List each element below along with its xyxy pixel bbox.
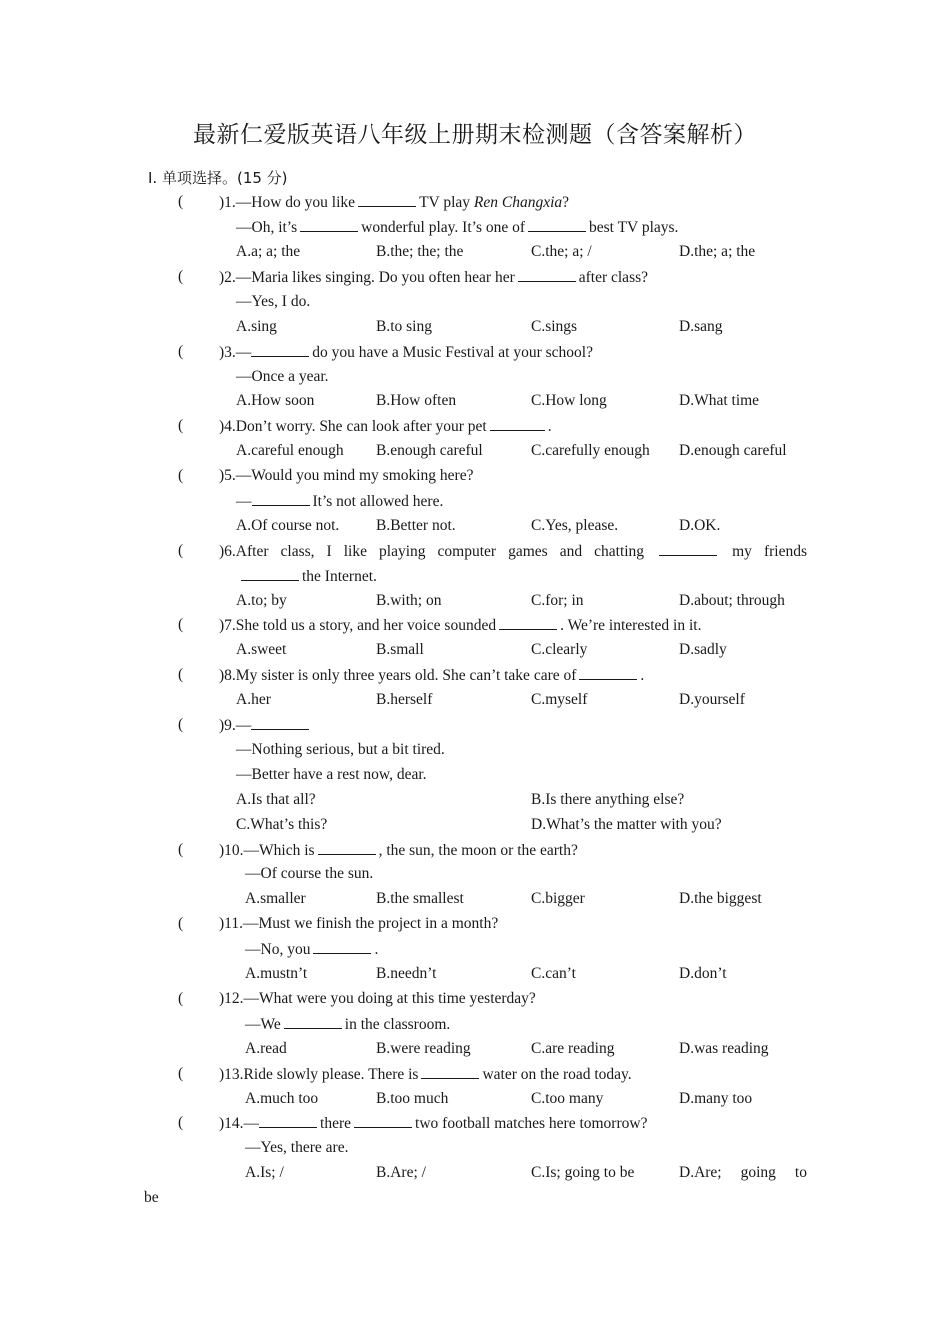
option-b: B.the smallest <box>376 890 464 907</box>
question-13-stem: )13.Ride slowly please. There is water on the road today. <box>219 1066 632 1083</box>
answer-paren: ( <box>178 1065 184 1082</box>
answer-paren: ( <box>178 343 184 360</box>
option-d: D.What’s the matter with you? <box>531 816 722 833</box>
option-b: B.Is there anything else? <box>531 791 685 808</box>
option-a: A.much too <box>245 1090 319 1107</box>
answer-paren: ( <box>178 542 184 559</box>
option-c: C.can’t <box>531 965 576 982</box>
document-title: 最新仁爱版英语八年级上册期末检测题（含答案解析） <box>193 122 757 148</box>
answer-blank <box>518 267 576 282</box>
option-c: C.myself <box>531 691 588 708</box>
question-1-stem: )1.—How do you like TV play Ren Changxia? <box>219 194 570 211</box>
option-c: C.too many <box>531 1090 604 1107</box>
option-b: B.needn’t <box>376 965 437 982</box>
question-9-stem: )9.— <box>219 715 312 736</box>
option-b: B.herself <box>376 691 433 708</box>
question-8-stem: )8.My sister is only three years old. She can’t take care of . <box>219 667 645 684</box>
answer-blank <box>300 217 358 232</box>
question-9-line-3: —Better have a rest now, dear. <box>236 766 427 783</box>
option-a: A.careful enough <box>236 442 344 459</box>
option-b: B.too much <box>376 1090 449 1107</box>
answer-blank <box>528 217 586 232</box>
answer-paren: ( <box>178 716 184 733</box>
answer-paren: ( <box>178 990 184 1007</box>
answer-paren: ( <box>178 841 184 858</box>
option-b: B.were reading <box>376 1040 471 1057</box>
question-10-line-2: —Of course the sun. <box>245 865 374 882</box>
question-2-stem: )2.—Maria likes singing. Do you often hear her after class? <box>219 269 649 286</box>
option-a: A.Is; / <box>245 1164 284 1181</box>
question-1-line-2: —Oh, it’s wonderful play. It’s one of best TV plays. <box>236 219 679 236</box>
option-a: A.Is that all? <box>236 791 316 808</box>
question-5-line-2: — It’s not allowed here. <box>236 493 444 510</box>
option-a: A.her <box>236 691 271 708</box>
option-c: C.Is; going to be <box>531 1164 635 1181</box>
option-d: D.the; a; the <box>679 243 756 260</box>
answer-paren: ( <box>178 915 184 932</box>
option-d: D.don’t <box>679 965 727 982</box>
answer-paren: ( <box>178 193 184 210</box>
option-d: D.the biggest <box>679 890 762 907</box>
option-c: C.for; in <box>531 592 584 609</box>
option-b: B.enough careful <box>376 442 483 459</box>
option-c: C.the; a; / <box>531 243 592 260</box>
question-6-stem: )6.After class, I like playing computer games and chatting my friends <box>219 543 807 560</box>
answer-blank <box>421 1064 479 1079</box>
option-b: B.the; the; the <box>376 243 464 260</box>
option-b: B.Better not. <box>376 517 456 534</box>
answer-blank <box>252 491 310 506</box>
question-7-stem: )7.She told us a story, and her voice sounded . We’re interested in it. <box>219 617 702 634</box>
option-a: A.Of course not. <box>236 517 340 534</box>
question-2-line-2: —Yes, I do. <box>236 293 311 310</box>
option-d: D.was reading <box>679 1040 769 1057</box>
question-14-stem: )14.— there two football matches here tomorrow? <box>219 1115 648 1132</box>
option-d: D.What time <box>679 392 760 409</box>
answer-blank <box>318 840 376 855</box>
question-3-stem: )3.— do you have a Music Festival at your school? <box>219 344 593 361</box>
option-b: B.with; on <box>376 592 442 609</box>
answer-paren: ( <box>178 417 184 434</box>
option-c: C.clearly <box>531 641 588 658</box>
answer-blank <box>313 939 371 954</box>
option-c: C.What’s this? <box>236 816 328 833</box>
option-a: A.smaller <box>245 890 306 907</box>
option-b: B.to sing <box>376 318 432 335</box>
answer-blank <box>490 416 545 431</box>
option-c: C.are reading <box>531 1040 615 1057</box>
option-d: D.about; through <box>679 592 785 609</box>
option-a: A.sweet <box>236 641 287 658</box>
question-14-line-2: —Yes, there are. <box>245 1139 349 1156</box>
question-11-line-2: —No, you . <box>245 941 379 958</box>
answer-blank <box>251 342 309 357</box>
question-12-stem: )12.—What were you doing at this time yesterday? <box>219 990 536 1007</box>
answer-paren: ( <box>178 1114 184 1131</box>
answer-paren: ( <box>178 666 184 683</box>
question-12-line-2: —We in the classroom. <box>245 1016 451 1033</box>
answer-paren: ( <box>178 467 184 484</box>
answer-blank <box>241 566 299 581</box>
option-b: B.Are; / <box>376 1164 426 1181</box>
option-a: A.How soon <box>236 392 315 409</box>
option-c: C.Yes, please. <box>531 517 619 534</box>
answer-blank <box>659 541 717 556</box>
option-c: C.How long <box>531 392 607 409</box>
answer-blank <box>358 192 416 207</box>
answer-blank <box>579 665 637 680</box>
question-9-line-2: —Nothing serious, but a bit tired. <box>236 741 445 758</box>
answer-paren: ( <box>178 268 184 285</box>
option-a: A.mustn’t <box>245 965 308 982</box>
option-d: D.enough careful <box>679 442 787 459</box>
option-c: C.bigger <box>531 890 585 907</box>
option-a: A.to; by <box>236 592 287 609</box>
answer-blank <box>499 615 557 630</box>
section-heading: Ⅰ. 单项选择。(15 分) <box>148 169 288 187</box>
question-4-stem: )4.Don’t worry. She can look after your pet . <box>219 418 552 435</box>
answer-blank <box>354 1113 412 1128</box>
option-d: D.OK. <box>679 517 721 534</box>
option-d: D.Are; going to <box>679 1164 807 1181</box>
option-b: B.How often <box>376 392 457 409</box>
question-5-stem: )5.—Would you mind my smoking here? <box>219 467 474 484</box>
option-d: D.many too <box>679 1090 753 1107</box>
option-d: D.sang <box>679 318 723 335</box>
option-c: C.sings <box>531 318 578 335</box>
option-d-wrap: be <box>144 1189 159 1206</box>
answer-blank <box>259 1113 317 1128</box>
answer-paren: ( <box>178 616 184 633</box>
option-b: B.small <box>376 641 424 658</box>
question-11-stem: )11.—Must we finish the project in a month? <box>219 915 499 932</box>
option-c: C.carefully enough <box>531 442 650 459</box>
question-3-line-2: —Once a year. <box>236 368 329 385</box>
option-d: D.yourself <box>679 691 745 708</box>
answer-blank <box>284 1014 342 1029</box>
question-6-line-2: the Internet. <box>241 566 377 587</box>
option-a: A.sing <box>236 318 277 335</box>
answer-blank <box>251 715 309 730</box>
option-d: D.sadly <box>679 641 727 658</box>
option-a: A.a; a; the <box>236 243 301 260</box>
option-a: A.read <box>245 1040 287 1057</box>
question-10-stem: )10.—Which is , the sun, the moon or the earth? <box>219 842 578 859</box>
